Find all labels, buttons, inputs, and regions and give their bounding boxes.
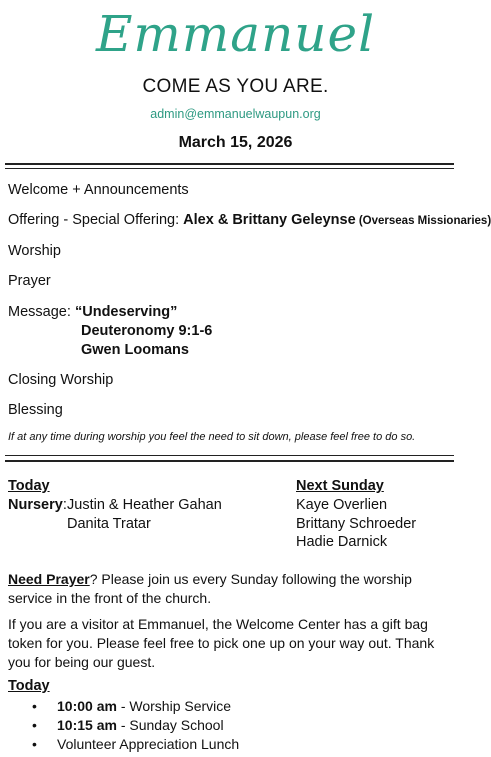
- offering-names: Alex & Brittany Geleynse: [183, 212, 356, 228]
- worship-item: Worship: [8, 243, 61, 259]
- schedule-time: 10:15 am: [57, 717, 117, 733]
- schedule-item: [32, 697, 239, 716]
- tagline: COME AS YOU ARE.: [142, 76, 329, 97]
- message-title: “Undeserving”: [75, 304, 178, 320]
- message-label: Message:: [8, 304, 71, 320]
- closing-worship-item: Closing Worship: [8, 372, 114, 388]
- nursery-next-name: Hadie Darnick: [296, 534, 388, 550]
- emmanuel-logo: Emmanuel: [95, 5, 376, 63]
- contact-email[interactable]: admin@emmanuelwaupun.org: [150, 107, 321, 121]
- divider: [5, 163, 454, 165]
- bulletin-date: March 15, 2026: [178, 134, 293, 151]
- divider: [5, 455, 454, 456]
- bullet: •: [32, 698, 37, 714]
- schedule-list: [32, 697, 239, 754]
- schedule-item: [32, 735, 239, 754]
- nursery-colon: :: [62, 497, 67, 513]
- offering-prefix: Offering - Special Offering:: [8, 212, 184, 228]
- bullet: •: [32, 717, 37, 733]
- message-scripture: Deuteronomy 9:1-6: [81, 323, 213, 339]
- offering-note: (Overseas Missionaries): [355, 215, 491, 227]
- schedule-sep: -: [116, 698, 130, 714]
- offering-item: [8, 212, 491, 228]
- message-speaker: Gwen Loomans: [81, 342, 189, 358]
- divider: [5, 168, 454, 169]
- schedule-time: 10:00 am: [57, 698, 117, 714]
- nursery-next-name: Brittany Schroeder: [296, 516, 417, 532]
- prayer-request-text: ? Please join us every Sunday following the worship service in the front of the church.: [8, 571, 412, 606]
- schedule-heading: Today: [8, 678, 50, 694]
- schedule-sep: -: [116, 717, 130, 733]
- prayer-request: [8, 570, 453, 608]
- prayer-item: Prayer: [8, 273, 51, 289]
- blessing-item: Blessing: [8, 402, 63, 418]
- bullet: •: [32, 736, 37, 752]
- divider: [5, 460, 454, 462]
- nursery-label-row: [8, 497, 67, 513]
- need-prayer-label: Need Prayer: [8, 571, 90, 587]
- nursery-today-name: Justin & Heather Gahan: [67, 497, 222, 513]
- welcome-item: Welcome + Announcements: [8, 182, 189, 198]
- sitting-note: If at any time during worship you feel the need to sit down, please feel free to do so.: [8, 431, 416, 443]
- schedule-label: Volunteer Appreciation Lunch: [57, 736, 240, 752]
- schedule-item: [32, 716, 239, 735]
- visitor-note: If you are a visitor at Emmanuel, the Welcome Center has a gift bag token for you. Please feel free to pick one up on your way out. Thank you for being our guest.: [8, 616, 435, 670]
- nursery-next-name: Kaye Overlien: [296, 497, 388, 513]
- next-sunday-heading: Next Sunday: [296, 478, 384, 494]
- schedule-label: Worship Service: [129, 698, 232, 714]
- nursery-today-name: Danita Tratar: [67, 516, 151, 532]
- today-heading: Today: [8, 478, 50, 494]
- nursery-label: Nursery: [8, 497, 63, 513]
- schedule-label: Sunday School: [129, 717, 224, 733]
